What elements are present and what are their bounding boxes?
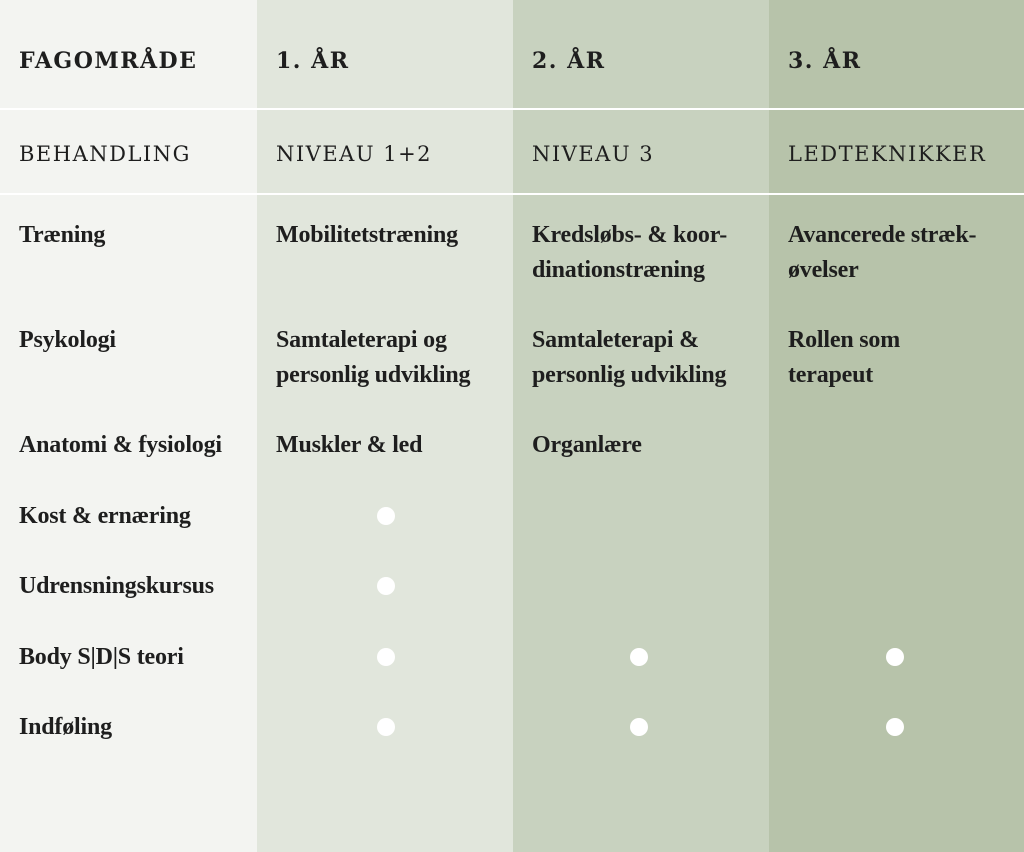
behandling-year-1: NIVEAU 1+2 — [276, 142, 433, 166]
body-sds-year-1-dot — [377, 648, 395, 666]
row-label-psykologi: Psykologi — [19, 327, 116, 353]
psykologi-year-1: Samtaleterapi og personlig udvikling — [276, 327, 471, 388]
anatomi-year-2: Organlære — [532, 432, 642, 458]
behandling-divider — [0, 193, 1024, 195]
indfoeling-year-1-dot — [377, 718, 395, 736]
indfoeling-year-2-dot — [630, 718, 648, 736]
body-sds-year-2-dot — [630, 648, 648, 666]
indfoeling-year-3-dot — [886, 718, 904, 736]
anatomi-year-1: Muskler & led — [276, 432, 423, 458]
kost-year-1-dot — [377, 507, 395, 525]
header-fagomraade: FAGOMRÅDE — [19, 48, 198, 74]
behandling-year-3: LEDTEKNIKKER — [788, 142, 987, 166]
row-label-udrensning: Udrensningskursus — [19, 573, 214, 599]
psykologi-year-2: Samtaleterapi & personlig udvikling — [532, 327, 727, 388]
traening-year-1: Mobilitetstræning — [276, 222, 458, 248]
body-sds-year-3-dot — [886, 648, 904, 666]
row-label-kost: Kost & ernæring — [19, 503, 191, 529]
psykologi-year-3: Rollen som terapeut — [788, 327, 901, 388]
udrensning-year-1-dot — [377, 577, 395, 595]
row-label-body-sds: Body S|D|S teori — [19, 644, 184, 670]
header-year-1: 1. ÅR — [276, 48, 350, 74]
header-year-2: 2. ÅR — [532, 48, 606, 74]
row-label-traening: Træning — [19, 222, 106, 248]
header-divider — [0, 108, 1024, 110]
behandling-year-2: NIVEAU 3 — [532, 142, 655, 166]
behandling-label: BEHANDLING — [19, 142, 191, 166]
traening-year-3: Avancerede stræk- øvelser — [788, 222, 977, 283]
row-label-anatomi: Anatomi & fysiologi — [19, 432, 222, 458]
row-label-indfoeling: Indføling — [19, 714, 112, 740]
traening-year-2: Kredsløbs- & koor- dinationstræning — [532, 222, 728, 283]
header-year-3: 3. ÅR — [788, 48, 862, 74]
